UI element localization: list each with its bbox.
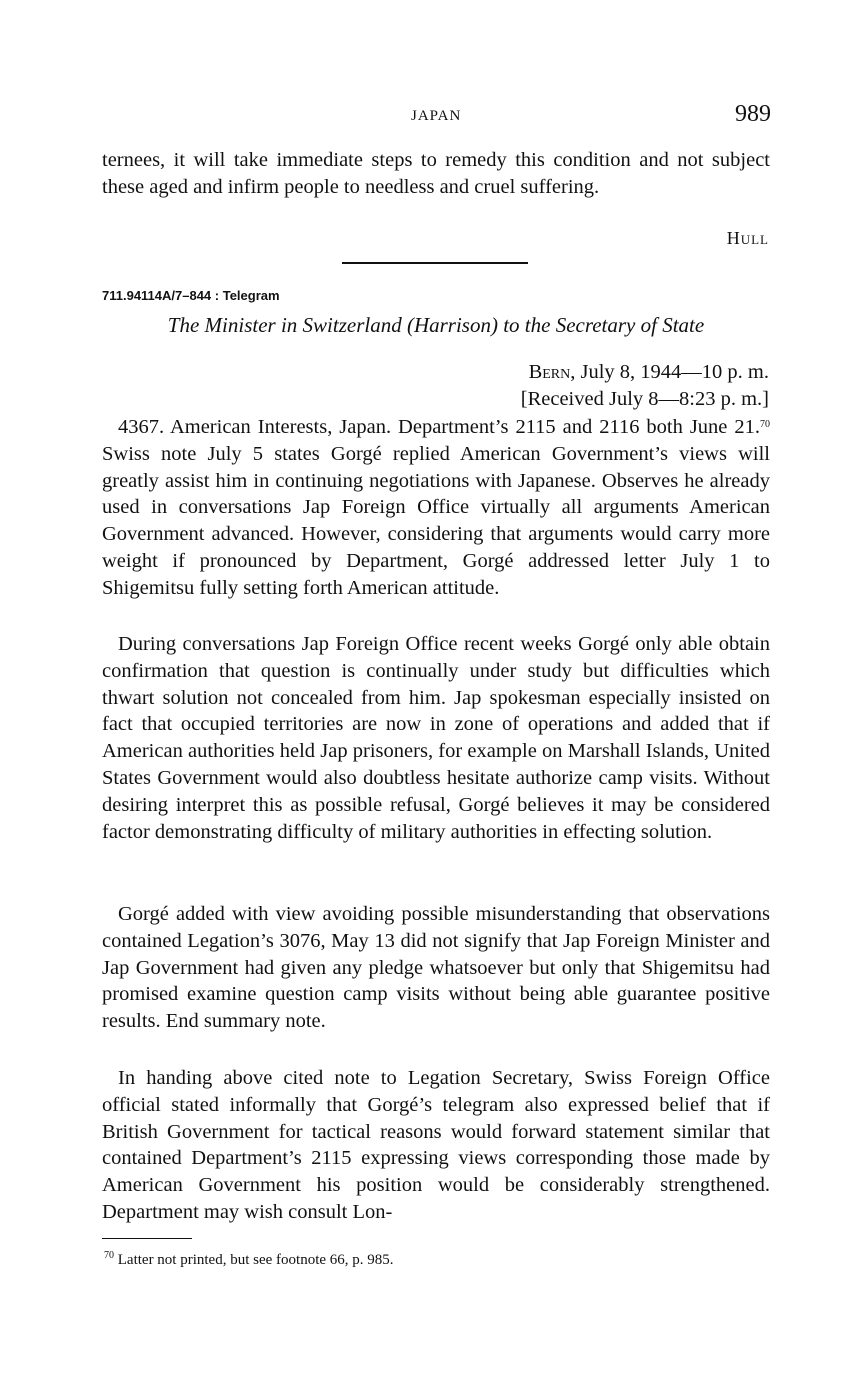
file-reference: 711.94114A/7–844 : Telegram [102, 288, 280, 303]
paragraph-1 [102, 414, 770, 602]
received-line: [Received July 8—8:23 p. m.] [520, 388, 769, 410]
running-title: JAPAN [411, 108, 462, 124]
footnote-divider [102, 1238, 192, 1239]
document-heading: The Minister in Switzerland (Harrison) to the Secretary of State [167, 313, 705, 337]
dateline-date: , July 8, 1944—10 p. m. [570, 361, 769, 383]
paragraph-1-part-b: Swiss note July 5 states Gorgé replied American Government’s views will greatly assist him in continuing negotiations with Japanese. Observes he already used in conversations Jap Foreign Office virtually all arguments American Government advanced. However, considering that arguments would carry more weight if pronounced by Department, Gorgé addressed letter July 1 to Shigemitsu fully setting forth American attitude. [102, 442, 770, 599]
running-head [0, 101, 861, 134]
paragraph-3: Gorgé added with view avoiding possible misunderstanding that observations contained Legation’s 3076, May 13 did not signify that Jap Foreign Minister and Jap Government had given any pledge whatsoever but only that Shigemitsu had promised examine question camp visits without being able guarantee positive results. End summary note. [102, 903, 770, 1033]
signature: Hull [726, 228, 769, 248]
paragraph-2: During conversations Jap Foreign Office recent weeks Gorgé only able obtain confirmation that question is continually under study but difficulties which thwart solution not concealed from him. Jap spokesman especially insisted on fact that occupied territories are now in zone of operations and added that if American authorities held Jap prisoners, for example on Marshall Islands, United States Government would also doubtless hesitate authorize camp visits. Without desiring interpret this as possible refusal, Gorgé believes it may be considered factor demonstrating difficulty of military authorities in effecting solution. [102, 633, 770, 843]
footnote [104, 1252, 394, 1269]
footnote-text: Latter not printed, but see footnote 66, p. 985. [114, 1252, 394, 1268]
footnote-marker: 70 [760, 419, 770, 430]
dateline [529, 359, 769, 386]
section-divider [342, 262, 528, 264]
footnote-number: 70 [104, 1250, 114, 1261]
continuation-paragraph: ternees, it will take immediate steps to remedy this condition and not subject these aged and infirm people to needless and cruel suffering. [102, 149, 770, 198]
dateline-city: Bern [528, 361, 571, 383]
paragraph-1-part-a: 4367. American Interests, Japan. Department’s 2115 and 2116 both June 21. [118, 416, 760, 438]
page-number: 989 [735, 101, 771, 127]
paragraph-4: In handing above cited note to Legation Secretary, Swiss Foreign Office official stated informally that Gorgé’s telegram also expressed belief that if British Government for tactical reasons would forward statement similar that contained Department’s 2115 expressing views corresponding those made by American Government his position would be considerably strengthened. Department may wish consult Lon- [102, 1067, 770, 1223]
